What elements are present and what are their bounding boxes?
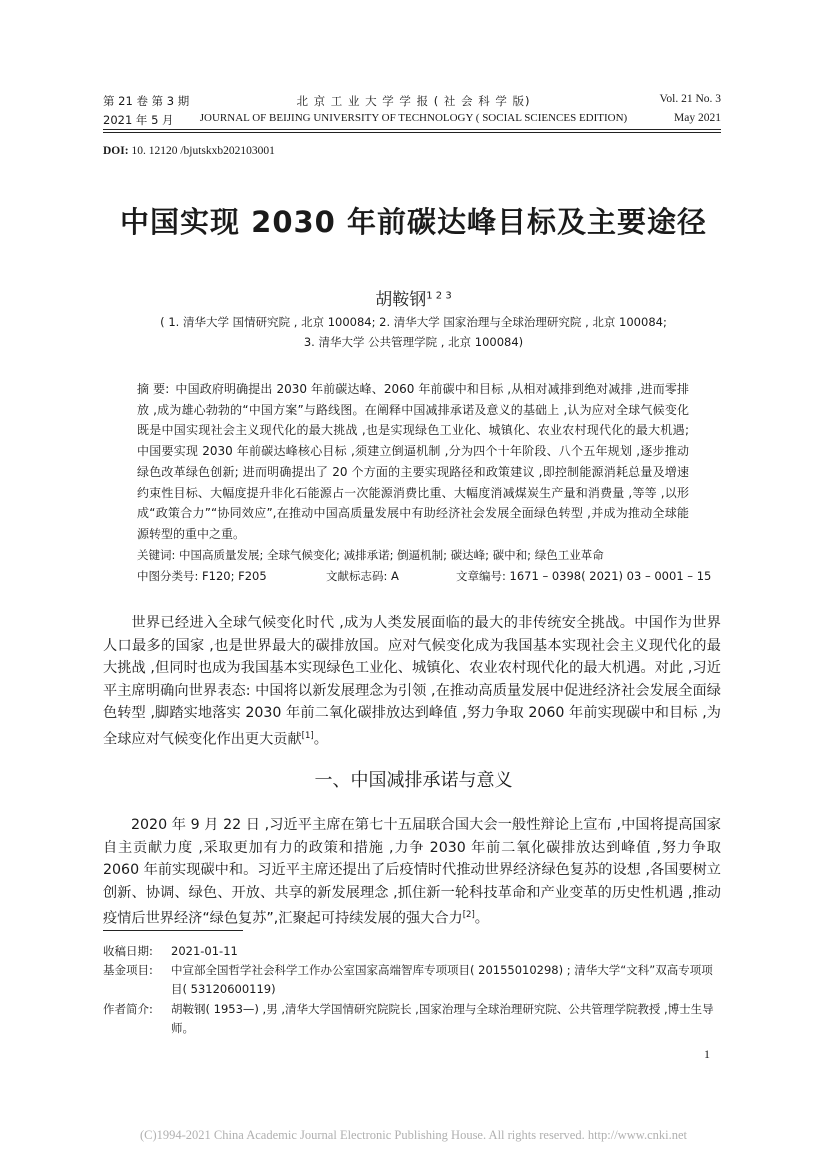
author-bio-label: 作者简介: bbox=[103, 1002, 153, 1016]
affiliation-line-2: 3. 清华大学 公共管理学院 , 北京 100084) bbox=[303, 335, 524, 349]
document-code-value: A bbox=[391, 569, 399, 583]
page-number: 1 bbox=[704, 1047, 710, 1061]
clc-value: F120; F205 bbox=[202, 569, 267, 583]
document-code-label: 文献标志码: bbox=[326, 569, 388, 583]
section-heading-1: 一、中国减排承诺与意义 bbox=[314, 770, 513, 791]
author-affiliation-marks: 1 2 3 bbox=[426, 290, 452, 302]
doi-line bbox=[103, 145, 275, 157]
body-paragraph-1-text: 世界已经进入全球气候变化时代 ,成为人类发展面临的最大的非传统安全挑战。中国作为世界人口最多的国家 ,也是世界最大的碳排放国。应对气候变化成为我国基本实现社会主义现代化的最大挑战 ,但同时也成为我国基本实现绿色工业化、城镇化、农业农村现代化的最大机遇。对此 ,习近平主席明确向世界表态: 中国将以新发展理念为引领 ,在推动高质量发展中促进经济社会发展全面绿色转型 ,脚踏实地落实 2030 年前二氧化碳排放达到峰值 ,努力争取 2060 年前实现碳中和目标 ,为全球应对气候变化作出更大贡献 bbox=[103, 615, 721, 748]
keywords-label: 关键词: bbox=[137, 548, 176, 562]
body-paragraph-2-end: 。 bbox=[474, 911, 489, 928]
header-date-cn: 2021 年 5 月 bbox=[103, 113, 174, 127]
abstract-text: 中国政府明确提出 2030 年前碳达峰、2060 年前碳中和目标 ,从相对减排到绝对减排 ,进而零排放 ,成为雄心勃勃的“中国方案”与路线图。在阐释中国减排承诺及意义的基础上 ,认为应对全球气候变化既是中国实现社会主义现代化的最大挑战 ,也是实现绿色工业化、城镇化、农业农村现代化的最大机遇; 中国要实现 2030 年前碳达峰核心目标 ,须建立倒逼机制 ,分为四个十年阶段、八个五年规划 ,逐步推动绿色改革绿色创新; 进而明确提出了 20 个方面的主要实现路径和政策建议 ,即控制能源消耗总量及增速约束性目标、大幅度提升非化石能源占一次能源消费比重、大幅度消减煤炭生产量和消费量 ,等等 ,以形成“政策合力”“协同效应”,在推动中国高质量发展中有助经济社会发展全面绿色转型 ,并成为推动全球能源转型的重中之重。 bbox=[137, 382, 689, 541]
header-rule bbox=[103, 129, 721, 130]
abstract bbox=[137, 379, 689, 545]
header-journal-en: JOURNAL OF BEIJING UNIVERSITY OF TECHNOLOGY ( SOCIAL SCIENCES EDITION) bbox=[199, 112, 628, 124]
body-paragraph-2 bbox=[103, 814, 721, 931]
abstract-label: 摘 要: bbox=[137, 382, 170, 396]
footnote-received bbox=[103, 942, 723, 961]
footnote-author bbox=[103, 1000, 723, 1038]
clc-number bbox=[137, 568, 267, 584]
citation-1[interactable]: [1] bbox=[301, 730, 314, 741]
body-paragraph-1-end: 。 bbox=[313, 731, 328, 748]
author-name: 胡鞍钢 bbox=[375, 290, 427, 310]
doi-value: 10. 12120 /bjutskxb202103001 bbox=[131, 145, 275, 157]
paper-title: 中国实现 2030 年前碳达峰目标及主要途径 bbox=[120, 205, 707, 239]
author-line bbox=[0, 285, 827, 310]
footnote-fund bbox=[103, 961, 723, 999]
fund-value: 中宣部全国哲学社会科学工作办公室国家高端智库专项项目( 20155010298) ; 清华大学“文科”双高专项项目( 53120600119) bbox=[171, 963, 713, 996]
footnote-rule bbox=[103, 930, 243, 931]
document-code bbox=[326, 568, 399, 584]
clc-label: 中图分类号: bbox=[137, 569, 199, 583]
header-journal-cn: 北 京 工 业 大 学 学 报 ( 社 会 科 学 版) bbox=[296, 94, 531, 108]
header-date-en: May 2021 bbox=[674, 112, 721, 124]
affiliation-line-1: ( 1. 清华大学 国情研究院 , 北京 100084; 2. 清华大学 国家治理与全球治理研究院 , 北京 100084; bbox=[160, 315, 667, 329]
copyright-notice: (C)1994-2021 China Academic Journal Electronic Publishing House. All rights reserved. http://www.cnki.net bbox=[139, 1128, 687, 1142]
article-number bbox=[456, 568, 711, 584]
received-label: 收稿日期: bbox=[103, 944, 153, 958]
fund-label: 基金项目: bbox=[103, 963, 153, 977]
header-volume-cn: 第 21 卷 第 3 期 bbox=[103, 94, 190, 108]
keywords-line bbox=[137, 547, 604, 563]
doi-label: DOI: bbox=[103, 145, 129, 157]
header-rule-secondary bbox=[103, 132, 721, 133]
author-bio-value: 胡鞍钢( 1953—) ,男 ,清华大学国情研究院院长 ,国家治理与全球治理研究院、公共管理学院教授 ,博士生导师。 bbox=[171, 1002, 714, 1035]
body-paragraph-2-text: 2020 年 9 月 22 日 ,习近平主席在第七十五届联合国大会一般性辩论上宣布 ,中国将提高国家自主贡献力度 ,采取更加有力的政策和措施 ,力争 2030 年前二氧化碳排放达到峰值 ,努力争取 2060 年前实现碳中和。习近平主席还提出了后疫情时代推动世界经济绿色复苏的设想 ,各国要树立创新、协调、绿色、开放、共享的新发展理念 ,抓住新一轮科技革命和产业变革的历史性机遇 ,推动疫情后世界经济“绿色复苏”,汇聚起可持续发展的强大合力 bbox=[103, 817, 721, 928]
keywords-text: 中国高质量发展; 全球气候变化; 减排承诺; 倒逼机制; 碳达峰; 碳中和; 绿色工业革命 bbox=[179, 548, 604, 562]
citation-2[interactable]: [2] bbox=[462, 910, 475, 921]
received-value: 2021-01-11 bbox=[171, 944, 238, 958]
article-number-value: 1671 – 0398( 2021) 03 – 0001 – 15 bbox=[509, 569, 712, 583]
body-paragraph-1 bbox=[103, 612, 721, 751]
article-number-label: 文章编号: bbox=[456, 569, 506, 583]
header-volume-en: Vol. 21 No. 3 bbox=[659, 93, 721, 105]
